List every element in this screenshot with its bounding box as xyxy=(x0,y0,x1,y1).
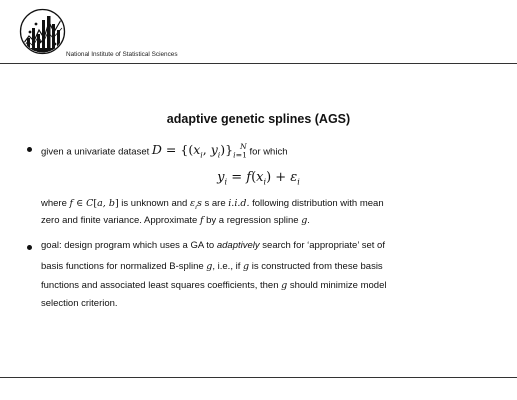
bullet-marker xyxy=(27,147,32,152)
bullet1-line1 xyxy=(41,143,287,160)
bullet1-line3 xyxy=(41,199,384,212)
bullet2-line1 xyxy=(41,241,385,251)
model-equation: $y_i = f(x_i) + \varepsilon_i$ xyxy=(217,170,300,187)
iid-symbol: i.i.d. xyxy=(228,198,250,209)
g-symbol: g xyxy=(243,261,250,272)
bullet-marker xyxy=(27,245,32,250)
goal-text: goal: design program which uses a GA to xyxy=(41,240,215,251)
criterion-text: selection criterion. xyxy=(41,298,118,309)
s-are-text: s are xyxy=(204,198,226,209)
epsilon-symbol: $\varepsilon_i$ xyxy=(189,198,197,211)
constructed-text: is constructed from these basis xyxy=(251,261,383,272)
niss-logo-icon xyxy=(19,8,66,55)
where-text: where xyxy=(41,198,67,209)
footer-divider xyxy=(0,377,517,378)
g-symbol: g xyxy=(301,215,308,226)
bullet2-line4 xyxy=(41,299,118,309)
bullet1-lead: given a univariate dataset xyxy=(41,146,150,158)
f-symbol: f xyxy=(199,215,204,226)
adaptively-emphasis: adaptively xyxy=(216,240,260,251)
functions-text: functions and associated least squares coefficients, then xyxy=(41,280,279,291)
basis-text: basis functions for normalized B-spline xyxy=(41,261,204,272)
bullet1-trail: for which xyxy=(249,146,288,158)
approximate-text: zero and finite variance. Approximate xyxy=(41,215,198,226)
s-suffix: s xyxy=(196,198,202,209)
header-divider xyxy=(0,63,517,64)
bullet2-line2 xyxy=(41,262,383,272)
slide-title: adaptive genetic splines (AGS) xyxy=(166,112,351,126)
minimize-text: should minimize model xyxy=(289,280,387,291)
dataset-formula: $D = \{(x_i$, $y_i)\}_{i=1}^N$ xyxy=(151,142,248,160)
bullet1-line4: zero and finite variance. Approximate f by a regression spline g. xyxy=(41,215,310,226)
function-membership: f ∈ C[a, b] xyxy=(69,198,119,209)
goal-text-after: search for ‘appropriate’ set of xyxy=(262,240,385,251)
g-symbol: g xyxy=(206,261,213,272)
following-text: following distribution with mean xyxy=(252,198,384,209)
bullet2-line3 xyxy=(41,281,386,291)
g-symbol: g xyxy=(281,280,288,291)
organization-name: National Institute of Statistical Sciences xyxy=(66,51,178,58)
ie-text: , i.e., if xyxy=(212,261,241,272)
by-text: by a regression spline xyxy=(206,215,299,226)
unknown-text: is unknown and xyxy=(121,198,188,209)
